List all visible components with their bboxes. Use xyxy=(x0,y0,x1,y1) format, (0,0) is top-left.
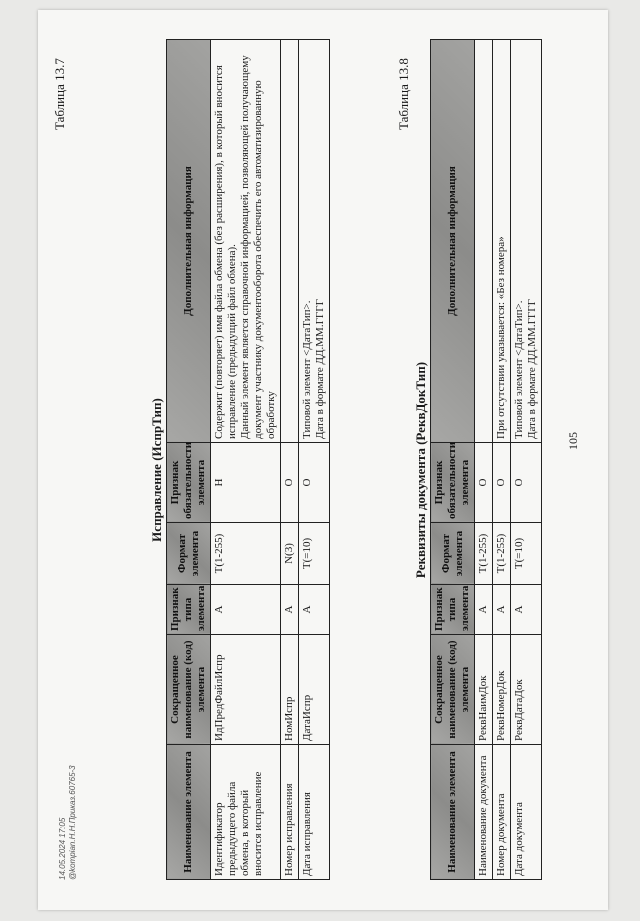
table-row xyxy=(281,40,299,880)
column-header: Дополнительная информация xyxy=(431,40,475,443)
column-header: Признак типа элемента xyxy=(431,585,475,635)
table-cell: А xyxy=(493,585,511,635)
table-cell: Т(1-255) xyxy=(493,523,511,585)
table-cell: РеквНомерДок xyxy=(493,635,511,745)
table-cell xyxy=(281,40,299,443)
data-table xyxy=(430,39,542,880)
table-header-row xyxy=(431,40,475,880)
column-header: Дополнительная информация xyxy=(167,40,211,443)
table-cell xyxy=(475,40,493,443)
table-number-label: Таблица 13.7 xyxy=(52,58,67,130)
table-cell: А xyxy=(211,585,281,635)
data-table xyxy=(166,39,330,880)
table-row xyxy=(299,40,330,880)
table-cell: А xyxy=(511,585,542,635)
table-cell: О xyxy=(281,443,299,523)
table-cell: Номер исправления xyxy=(281,745,299,880)
table-number-label: Таблица 13.8 xyxy=(396,58,411,130)
table-cell: О xyxy=(475,443,493,523)
stamp-line: @kompian.H.H.Приказ.60765-3 xyxy=(68,765,77,880)
column-header: Формат элемента xyxy=(431,523,475,585)
table-cell: N(3) xyxy=(281,523,299,585)
table-cell: Т(1-255) xyxy=(211,523,281,585)
table-cell: Дата исправления xyxy=(299,745,330,880)
table-row xyxy=(475,40,493,880)
table-cell: Типовой элемент <ДатаТип>. Дата в формате ДД.ММ.ГГГГ xyxy=(299,40,330,443)
column-header: Признак обязательности элемента xyxy=(431,443,475,523)
stamp-line: 14.05.2024 17:05 xyxy=(58,817,67,880)
table-cell: Идентификатор предыдущего файла обмена, в который вносится исправление xyxy=(211,745,281,880)
table-header-row xyxy=(167,40,211,880)
table-cell: РеквДатаДок xyxy=(511,635,542,745)
table-cell: При отсутствии указывается: «Без номера» xyxy=(493,40,511,443)
table-cell: А xyxy=(475,585,493,635)
table-cell: Т(=10) xyxy=(511,523,542,585)
column-header: Формат элемента xyxy=(167,523,211,585)
table-cell: Содержит (повторяет) имя файла обмена (без расширения), в который вносится исправление (предыдущий файл обмена). Данный элемент является справочной информацией, позволяющей получающему документ участнику документооборота обеспечить его автоматизированную обработку xyxy=(211,40,281,443)
table-cell: Номер документа xyxy=(493,745,511,880)
page-number: 105 xyxy=(566,432,580,450)
rotated-content xyxy=(46,40,606,900)
table-cell: Типовой элемент <ДатаТип>. Дата в формате ДД.ММ.ГГГГ xyxy=(511,40,542,443)
table-cell: ДатаИспр xyxy=(299,635,330,745)
table-row xyxy=(511,40,542,880)
table-cell: А xyxy=(281,585,299,635)
table-row xyxy=(211,40,281,880)
column-header: Сокращенное наименование (код) элемента xyxy=(431,635,475,745)
column-header: Признак обязательности элемента xyxy=(167,443,211,523)
table-cell: ИдПредФайлИспр xyxy=(211,635,281,745)
table-cell: Т(1-255) xyxy=(475,523,493,585)
column-header: Признак типа элемента xyxy=(167,585,211,635)
column-header: Наименование элемента xyxy=(167,745,211,880)
table-cell: Наименование документа xyxy=(475,745,493,880)
table-title: Реквизиты документа (РеквДокТип) xyxy=(413,361,428,579)
table-cell: А xyxy=(299,585,330,635)
table-cell: Т(=10) xyxy=(299,523,330,585)
table-cell: НомИспр xyxy=(281,635,299,745)
print-stamp xyxy=(58,765,78,880)
table-title: Исправление (ИспрТип) xyxy=(149,398,164,542)
table-cell: О xyxy=(493,443,511,523)
table-cell: О xyxy=(299,443,330,523)
column-header: Сокращенное наименование (код) элемента xyxy=(167,635,211,745)
table-row xyxy=(493,40,511,880)
table-cell: Дата документа xyxy=(511,745,542,880)
column-header: Наименование элемента xyxy=(431,745,475,880)
document-page xyxy=(38,10,608,910)
table-cell: Н xyxy=(211,443,281,523)
table-cell: РеквНаимДок xyxy=(475,635,493,745)
table-cell: О xyxy=(511,443,542,523)
